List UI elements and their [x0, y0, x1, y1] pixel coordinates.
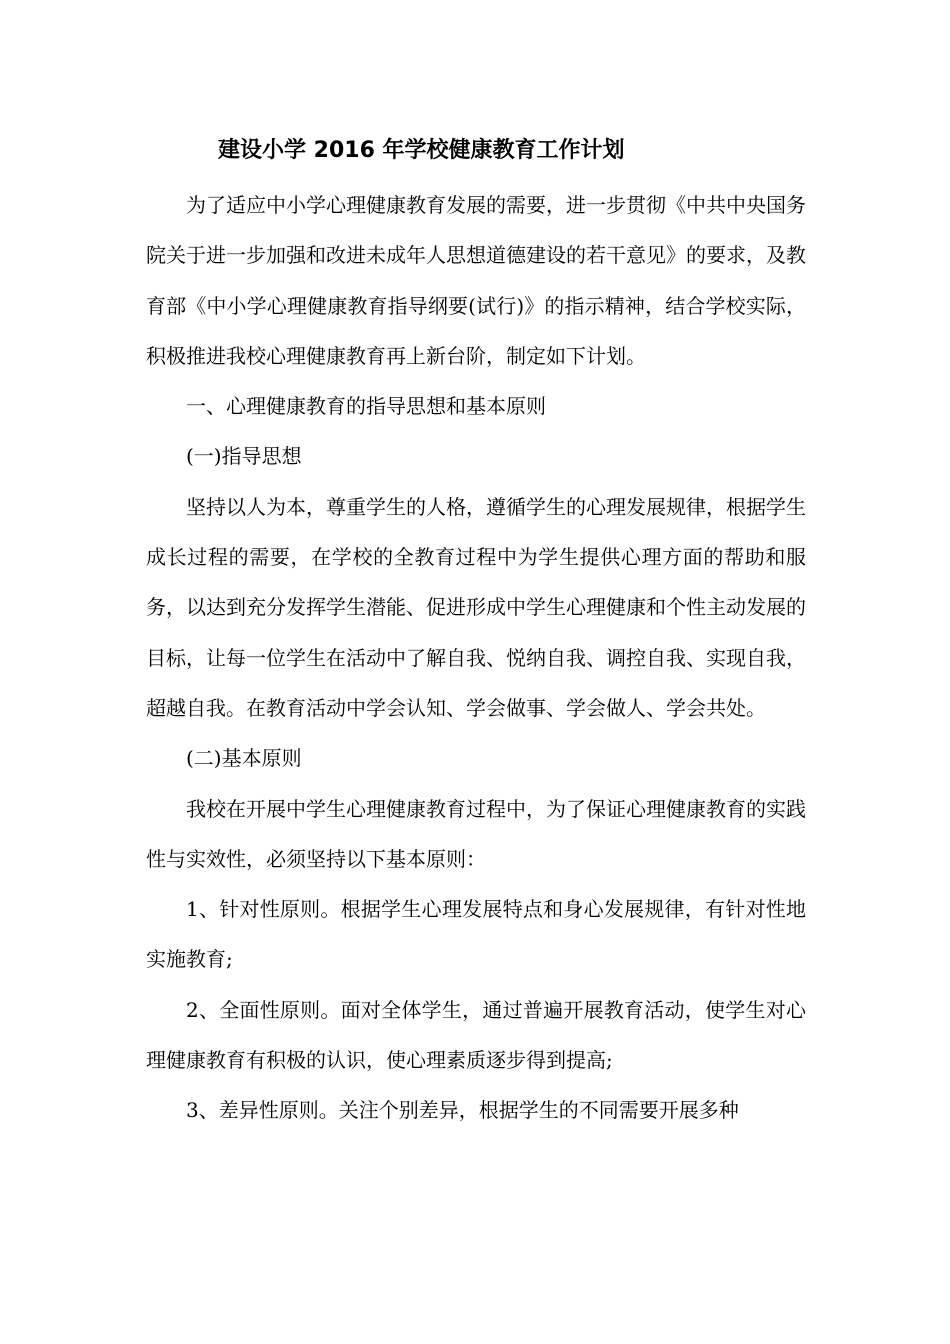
- intro-paragraph: 为了适应中小学心理健康教育发展的需要，进一步贯彻《中共中央国务院关于进一步加强和改进未成年人思想道德建设的若干意见》的要求，及教育部《中小学心理健康教育指导纲要(试行)》的指示精神，结合学校实际，积极推进我校心理健康教育再上新台阶，制定如下计划。: [146, 193, 806, 368]
- principle-item-1: 1、针对性原则。根据学生心理发展特点和身心发展规律，有针对性地实施教育;: [146, 897, 806, 972]
- guiding-ideology-paragraph: 坚持以人为本，尊重学生的人格，遵循学生的心理发展规律，根据学生成长过程的需要，在学校的全教育过程中为学生提供心理方面的帮助和服务，以达到充分发挥学生潜能、促进形成中学生心理健康和个性主动发展的目标，让每一位学生在活动中了解自我、悦纳自我、调控自我、实现自我，超越自我。在教育活动中学会认知、学会做事、学会做人、学会共处。: [146, 494, 806, 720]
- section-heading-1: 一、心理健康教育的指导思想和基本原则: [186, 394, 546, 419]
- subsection-heading-guiding-ideology: (一)指导思想: [186, 444, 302, 469]
- principle-item-3: 3、差异性原则。关注个别差异，根据学生的不同需要开展多种: [186, 1098, 739, 1123]
- document-body: [146, 180, 806, 1136]
- principle-item-2: 2、全面性原则。面对全体学生，通过普遍开展教育活动，使学生对心理健康教育有积极的认识，使心理素质逐步得到提高;: [146, 997, 806, 1073]
- document-title: 建设小学 2016 年学校健康教育工作计划: [218, 138, 625, 163]
- subsection-heading-basic-principles: (二)基本原则: [186, 746, 302, 771]
- basic-principles-paragraph: 我校在开展中学生心理健康教育过程中，为了保证心理健康教育的实践性与实效性，必须坚持以下基本原则：: [146, 796, 806, 871]
